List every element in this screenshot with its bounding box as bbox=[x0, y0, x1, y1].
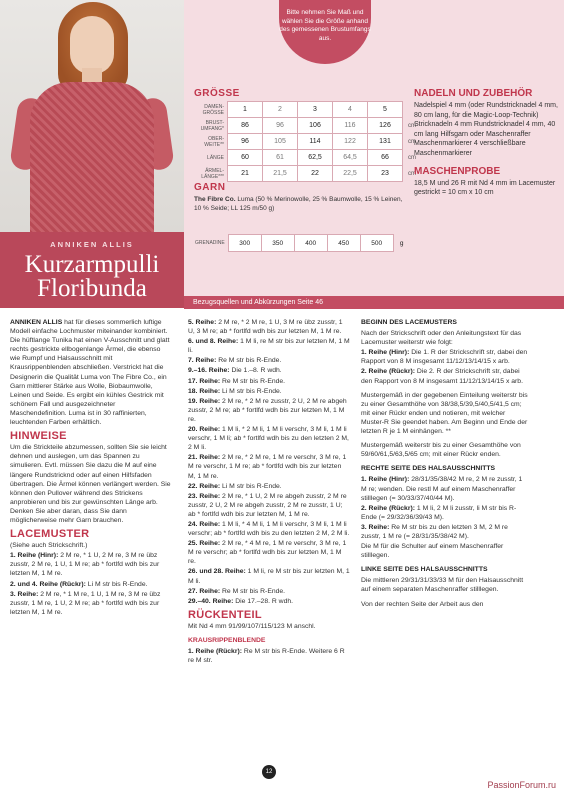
size-row-label: LÄNGE bbox=[194, 150, 228, 166]
lace-row: 5. Reihe: 2 M re, * 2 M re, 1 U, 3 M re übz zusstr, 1 U, 3 M re; ab * fortlfd wdh bis zur letzten M, 1 M re. bbox=[188, 319, 343, 336]
designer-name: ANNIKEN ALLIS bbox=[50, 240, 134, 249]
krausrippen-heading: KRAUSRIPPENBLENDE bbox=[188, 637, 266, 644]
garn-color-label: GRENADINE bbox=[194, 235, 228, 252]
size-cell: 86 bbox=[228, 118, 263, 134]
lace-row: 21. Reihe: 2 M re, * 2 M re, 1 M re verschr, 3 M re, 1 M re verschr, 1 M re; ab * fortlfd wdh bis zur letzten M, 1 M re. bbox=[188, 454, 347, 480]
lace-row: 26. und 28. Reihe: 1 M li, re M str bis zur letzten M, 1 M li. bbox=[188, 568, 350, 585]
garn-cell: 300 bbox=[228, 235, 261, 252]
rueckenteil-heading: RÜCKENTEIL bbox=[188, 608, 262, 621]
lace-row: 24. Reihe: 1 M li, * 4 M li, 1 M li verschr, 3 M li, 1 M li verschr; ab * fortlfd wdh bis zu den letzten 2 M, 2 M li. bbox=[188, 520, 350, 538]
lace-row: 7. Reihe: Re M str bis R-Ende. bbox=[188, 357, 282, 365]
garn-cell: 500 bbox=[360, 235, 393, 252]
garn-cell: 400 bbox=[294, 235, 327, 252]
garn-table bbox=[194, 234, 410, 252]
size-cell: 23 bbox=[368, 166, 403, 182]
garn-description: The Fibre Co. Luma (50 % Merinowolle, 25 % Baumwolle, 15 % Leinen, 10 % Seide; LL 125 m/50 g) bbox=[194, 196, 403, 212]
lace-row: 25. Reihe: 2 M re, * 4 M re, 1 M re verschr, 3 M re, 1 M re verschr; ab * fortlfd wdh bis zur letzten M, 1 M re. bbox=[188, 540, 347, 566]
column-2: 5. Reihe: 2 M re, * 2 M re, 1 U, 3 M re übz zusstr, 1 U, 3 M re; ab * fortlfd wdh bis zur letzten M, 1 M re. 6. und 8. Reihe: 1 M li, re M str bis zur letzten M, 1 M li. 7. Reihe: Re M str bis R-Ende. 9.–16. Reihe: Die 1.–8. R wdh. 17. Reihe: Re M str bis R-Ende. 18. Reihe: Li M str bis R-Ende. 19. Reihe: 2 M re, * 2 M re zusstr, 2 U, 2 M re abgeh zusstr, 2 M re; ab * fortlfd wdh bis zur letzten M, 1 M re. 20. Reihe: 1 M li, * 2 M li, 1 M li verschr, 3 M li, 1 M li verschr, 1 M li; ab * fortlfd wdh bis zu den letzten 2 M, 2 M li. 21. Reihe: 2 M re, * 2 M re, 1 M re verschr, 3 M re, 1 M re verschr, 1 M re; ab * fortlfd wdh bis zur letzten M, 1 M re. 22. Reihe: Li M str bis R-Ende. 23. Reihe: 2 M re, * 1 U, 2 M re abgeh zusstr, 2 M re zusstr, 2 U, 2 M re abgeh zusstr, 2 M re zusstr, 1 U; ab * fortlfd wdh bis zur letzten M, 1 M re. 24. Reihe: 1 M li, * 4 M li, 1 M li verschr, 3 M li, 1 M li verschr; ab * fortlfd wdh bis zu den letzten 2 M, 2 M li. 25. Reihe: 2 M re, * 4 M re, 1 M re verschr, 3 M re, 1 M re verschr; ab * fortlfd wdh bis zur letzten M, 1 M re. 26. und 28. Reihe: 1 M li, re M str bis zur letzten M, 1 M li. 27. Reihe: Re M str bis R-Ende. 29.–40. Reihe: Die 17.–28. R wdh. RÜCKENTEIL Mit Nd 4 mm 91/99/107/115/123 M anschl. KRAUSRIPPENBLENDE 1. Reihe (Rückr): Re M str bis R-Ende. Weitere 6 R re M str. bbox=[188, 319, 350, 665]
size-cell: 66 bbox=[368, 150, 403, 166]
size-row-label: OBER-WEITE** bbox=[194, 134, 228, 150]
size-unit: cm bbox=[408, 122, 416, 129]
size-row bbox=[194, 150, 421, 166]
lace-row: 9.–16. Reihe: Die 1.–8. R wdh. bbox=[188, 367, 282, 375]
lace-row: 18. Reihe: Li M str bis R-Ende. bbox=[188, 387, 282, 395]
lace-row: 27. Reihe: Re M str bis R-Ende. bbox=[188, 587, 286, 595]
size-unit: cm bbox=[408, 138, 416, 145]
size-row bbox=[194, 102, 421, 118]
size-row bbox=[194, 166, 421, 182]
garn-unit: g bbox=[399, 239, 404, 247]
size-cell: 62,5 bbox=[298, 150, 333, 166]
lace-row: 23. Reihe: 2 M re, * 1 U, 2 M re abgeh zusstr, 2 M re zusstr, 2 U, 2 M re abgeh zusstr, 2 M re zusstr, 1 U; ab * fortlfd wdh bis zur letzten M, 1 M re. bbox=[188, 492, 347, 518]
maschenprobe-text: 18,5 M und 26 R mit Nd 4 mm im Lacemuster gestrickt = 10 cm x 10 cm bbox=[414, 179, 556, 197]
size-table bbox=[194, 101, 421, 182]
size-cell: 96 bbox=[228, 134, 263, 150]
hinweise-text: Um die Strickteile abzumessen, sollten Sie sie leicht dehnen und auslegen, um das Spannen zu simulieren. Evtl. müssen Sie dazu die M auf eine längere Rundstricknd oder auf einen Hilfsfaden übertragen. Die Ärmel können verlängert werden. Sie können den Pullover während des Strickens anprobieren und bis zur gewünschten Länge arb. Denken Sie aber daran, dass Sie dann möglicherweise mehr Garn brauchen. bbox=[10, 444, 171, 524]
lace-row: 17. Reihe: Re M str bis R-Ende. bbox=[188, 377, 286, 385]
size-cell: 3 bbox=[298, 102, 333, 118]
size-cell: 60 bbox=[228, 150, 263, 166]
beginn-heading: BEGINN DES LACEMUSTERS bbox=[361, 319, 457, 326]
lace-row: 22. Reihe: Li M str bis R-Ende. bbox=[188, 482, 282, 490]
nadeln-text: Nadelspiel 4 mm (oder Rundstricknadel 4 mm, 80 cm lang, für die Magic-Loop-Technik) Stricknadeln 4 mm Rundstricknadel 4 mm, 40 cm lang Hilfsgarn oder Maschenraffer Maschenmarkierer 4 verschließbare Maschenmarkierer bbox=[414, 102, 558, 157]
lace-row: 6. und 8. Reihe: 1 M li, re M str bis zur letzten M, 1 M li. bbox=[188, 338, 350, 355]
column-3: BEGINN DES LACEMUSTERS Nach der Strickschrift oder den Anleitungstext für das Lacemuster weiterstr wie folgt: 1. Reihe (Hinr): Die 1. R der Strickschrift str, dabei den Rapport von 8 M insgesamt 11/12/13/14/15 x arb. 2. Reihe (Rückr): Die 2. R der Strickschrift str, dabei den Rapport von 8 M insgesamt 11/12/13/14/15 x arb. Mustergemäß in der gegebenen Einteilung weiterstr bis zu einer Gesamthöhe von 38/38,5/39,5/40,5/41,5 cm; mit einer Rückr enden und notieren, mit welcher Muster-R Sie geendet haben. Am Beginn und Ende der letzten R je 1 M einhängen. ** Mustergemäß weiterstr bis zu einer Gesamthöhe von 59/60/61,5/63,5/65 cm; mit einer Rückr enden. RECHTE SEITE DES HALSAUSSCHNITTS 1. Reihe (Hinr): 28/31/35/38/42 M re, 2 M re zusstr, 1 M re; wenden. Die restl M auf einem Maschenraffer stilllegen (= 30/33/37/40/44 M). 2. Reihe (Rückr): 1 M li, 2 M li zusstr, li M str bis R-Ende (= 29/32/36/39/43 M). 3. Reihe: Re M str bis zu den letzten 3 M, 2 M re zusstr, 1 M re (= 28/31/35/38/42 M). Die M für die Schulter auf einem Maschenraffer stilllegen. LINKE SEITE DES HALSAUSSCHNITTS Die mittleren 29/31/31/33/33 M für den Halsausschnitt auf einem separaten Maschenraffer stilllegen. Von der rechten Seite der Arbeit aus den bbox=[361, 319, 528, 608]
size-cell: 116 bbox=[333, 118, 368, 134]
model-photo bbox=[0, 0, 184, 232]
watermark: PassionForum.ru bbox=[487, 780, 556, 790]
linke-seite-heading: LINKE SEITE DES HALSAUSSCHNITTS bbox=[361, 566, 488, 574]
rechte-seite-heading: RECHTE SEITE DES HALSAUSSCHNITTS bbox=[361, 465, 496, 473]
size-cell: 5 bbox=[368, 102, 403, 118]
size-cell: 64,5 bbox=[333, 150, 368, 166]
hinweise-heading: HINWEISE bbox=[10, 430, 67, 443]
size-cell: 114 bbox=[298, 134, 333, 150]
size-cell: 1 bbox=[228, 102, 263, 118]
garn-heading: GARN bbox=[194, 182, 226, 193]
size-row-label: ÄRMEL-LÄNGE*** bbox=[194, 166, 228, 182]
garn-cell: 350 bbox=[261, 235, 294, 252]
lace-row: 29.–40. Reihe: Die 17.–28. R wdh. bbox=[188, 597, 294, 605]
size-row-label: BRUST-UMFANG* bbox=[194, 118, 228, 134]
size-cell: 96 bbox=[263, 118, 298, 134]
groesse-heading: GRÖSSE bbox=[194, 88, 240, 99]
size-row bbox=[194, 118, 421, 134]
column-1: ANNIKEN ALLIS hat für dieses sommerlich luftige Modell einfache Lochmuster miteinander kombiniert. Die hüftlange Tunika hat einen V-Ausschnitt und glatt rechts gestrickte ellbogenlange Ärmel, die ebenso wie Rumpf und Halsausschnitt mit Krausrippenblenden abschließen. Verstrickt hat die Designerin die Qualität Luma von The Fibre Co., ein Garn mittlerer Stärke aus Wolle, Biobaumwolle, Leinen und Seide. Es ergibt ein kühles Gestrick mit schönem Fall und ausgezeichneter Maschendefinition. Luma ist in 30 raffinierten, leuchtenden Farben erhältlich. HINWEISE Um die Strickteile abzumessen, sollten Sie sie leicht dehnen und auslegen, um das Spannen zu simulieren. Evtl. müssen Sie dazu die M auf eine längere Rundstricknd oder auf einen Hilfsfaden übertragen. Die Ärmel können verlängert werden. Sie können den Pullover während des Strickens anprobieren und bis zur gewünschten Länge arb. Denken Sie aber daran, dass Sie dann möglicherweise mehr Garn brauchen. LACEMUSTER (Siehe auch Strickschrift.) 1. Reihe (Hinr): 2 M re, * 1 U, 2 M re, 3 M re übz zusstr, 2 M re, 1 U, 1 M re; ab * fortlfd wdh bis zur letzten M, 1 M re. 2. und 4. Reihe (Rückr): Li M str bis R-Ende. 3. Reihe: 2 M re, * 1 M re, 1 U, 1 M re, 3 M re übz zusstr, 1 M re, 1 U, 2 M re; ab * fortlfd wdh bis zur letzten M, 1 M re. bbox=[10, 319, 171, 616]
lace-row: 20. Reihe: 1 M li, * 2 M li, 1 M li verschr, 3 M li, 1 M li verschr, 1 M li; ab * fortlfd wdh bis zu den letzten 2 M, 2 M li. bbox=[188, 426, 349, 452]
lacemuster-heading: LACEMUSTER bbox=[10, 528, 90, 541]
page-number: 12 bbox=[262, 765, 276, 779]
size-cell: 21 bbox=[228, 166, 263, 182]
size-cell: 22,5 bbox=[333, 166, 368, 182]
size-unit: cm bbox=[408, 154, 416, 161]
pattern-title: Kurzarmpulli Floribunda bbox=[24, 251, 160, 302]
title-box bbox=[0, 232, 184, 308]
lace-row: 19. Reihe: 2 M re, * 2 M re zusstr, 2 U, 2 M re abgeh zusstr, 2 M re; ab * fortlfd wdh bis zur letzten M, 1 M re. bbox=[188, 397, 347, 423]
size-cell: 4 bbox=[333, 102, 368, 118]
size-cell: 21,5 bbox=[263, 166, 298, 182]
maschenprobe-heading: MASCHENPROBE bbox=[414, 165, 501, 177]
size-cell: 22 bbox=[298, 166, 333, 182]
needles-section bbox=[414, 88, 558, 198]
size-unit: cm bbox=[408, 170, 416, 177]
size-cell: 61 bbox=[263, 150, 298, 166]
size-row-label: DAMEN-GRÖSSE bbox=[194, 102, 228, 118]
size-cell: 122 bbox=[333, 134, 368, 150]
size-cell: 106 bbox=[298, 118, 333, 134]
sources-bar: Bezugsquellen und Abkürzungen Seite 46 bbox=[184, 296, 564, 309]
size-row bbox=[194, 134, 421, 150]
size-note: Bitte nehmen Sie Maß und wählen Sie die Größe anhand des gemessenen Brustumfangs aus. bbox=[279, 0, 371, 64]
nadeln-heading: NADELN UND ZUBEHÖR bbox=[414, 88, 533, 99]
size-cell: 126 bbox=[368, 118, 403, 134]
garn-cell: 450 bbox=[327, 235, 360, 252]
size-cell: 2 bbox=[263, 102, 298, 118]
size-cell: 105 bbox=[263, 134, 298, 150]
size-cell: 131 bbox=[368, 134, 403, 150]
